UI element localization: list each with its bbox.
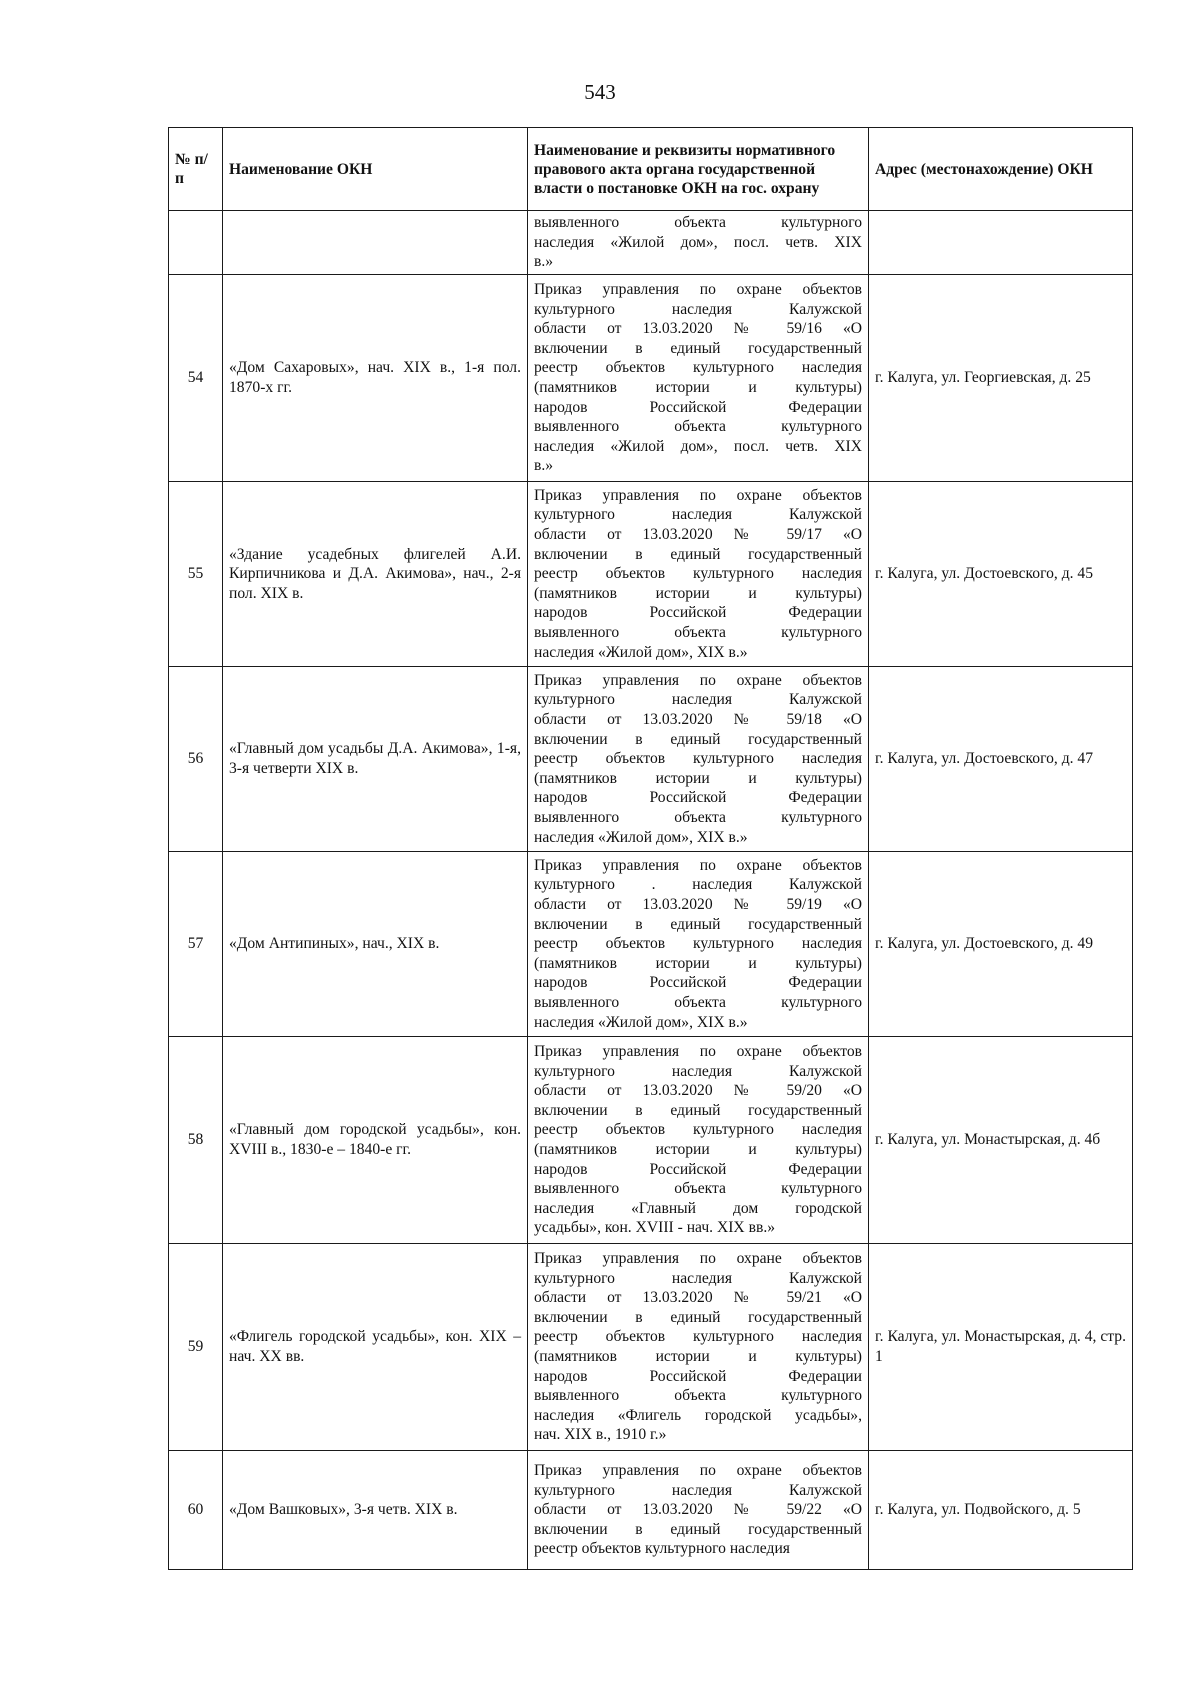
row-address: г. Калуга, ул. Георгиевская, д. 25 [869, 275, 1133, 482]
act-line: культурного наследия Калужской [534, 300, 862, 318]
act-line: культурного наследия Калужской [534, 691, 862, 709]
page-number: 543 [584, 80, 616, 104]
act-line: реестр объектов культурного наследия [534, 750, 862, 768]
act-line: Приказ управления по охране объектов [534, 856, 862, 874]
row-num [169, 211, 223, 275]
act-line: (памятников истории и культуры) [534, 954, 862, 972]
act-line: наследия «Жилой дом», посл. четв. XIX [534, 233, 862, 251]
row-address: г. Калуга, ул. Достоевского, д. 49 [869, 852, 1133, 1037]
table-row [169, 1451, 1133, 1570]
act-line: Приказ управления по охране объектов [534, 281, 862, 299]
row-num: 54 [169, 275, 223, 482]
row-num: 59 [169, 1244, 223, 1451]
act-line: включении в единый государственный [534, 915, 862, 933]
table-header-row [169, 128, 1133, 211]
row-act [528, 1451, 869, 1570]
act-line: народов Российской Федерации [534, 398, 862, 416]
act-line: Приказ управления по охране объектов [534, 1043, 862, 1061]
table-row [169, 1037, 1133, 1244]
row-address: г. Калуга, ул. Монастырская, д. 4б [869, 1037, 1133, 1244]
row-name: «Главный дом усадьбы Д.А. Акимова», 1-я, 3-я четверти XIX в. [223, 667, 528, 852]
continuation-row [169, 211, 1133, 275]
row-name: «Флигель городской усадьбы», кон. XIX – нач. XX вв. [223, 1244, 528, 1451]
row-address [869, 211, 1133, 275]
row-name: «Дом Вашковых», 3-я четв. XIX в. [223, 1451, 528, 1570]
row-act [528, 852, 869, 1037]
act-line: выявленного объекта культурного [534, 1387, 862, 1405]
act-line: народов Российской Федерации [534, 1160, 862, 1178]
act-line: (памятников истории и культуры) [534, 769, 862, 787]
act-line: народов Российской Федерации [534, 974, 862, 992]
row-act [528, 1037, 869, 1244]
act-line: Приказ управления по охране объектов [534, 671, 862, 689]
act-line: культурного наследия Калужской [534, 1481, 862, 1499]
act-line: культурного наследия Калужской [534, 1269, 862, 1287]
row-name: «Здание усадебных флигелей А.И. Кирпичникова и Д.А. Акимова», нач., 2-я пол. XIX в. [223, 482, 528, 667]
header-name: Наименование ОКН [223, 128, 528, 211]
act-line: выявленного объекта культурного [534, 418, 862, 436]
row-act [528, 275, 869, 482]
act-line: наследия «Жилой дом», XIX в.» [534, 828, 748, 846]
act-line: реестр объектов культурного наследия [534, 935, 862, 953]
row-address: г. Калуга, ул. Достоевского, д. 47 [869, 667, 1133, 852]
act-line: (памятников истории и культуры) [534, 379, 862, 396]
act-line: Приказ управления по охране объектов [534, 1250, 862, 1268]
act-line: реестр объектов культурного наследия [534, 1328, 862, 1346]
act-line: в.» [534, 253, 554, 271]
act-line: области от 13.03.2020 № 59/19 «О [534, 896, 862, 914]
act-line: включении в единый государственный [534, 545, 862, 563]
act-line: народов Российской Федерации [534, 1367, 862, 1385]
row-address: г. Калуга, ул. Подвойского, д. 5 [869, 1451, 1133, 1570]
row-num: 57 [169, 852, 223, 1037]
row-num: 58 [169, 1037, 223, 1244]
header-num: № п/п [169, 128, 223, 211]
row-act [528, 482, 869, 667]
act-line: культурного наследия Калужской [534, 506, 862, 524]
header-act: Наименование и реквизиты нормативного правового акта органа государственной власти о постановке ОКН на гос. охрану [528, 128, 869, 211]
act-line: выявленного объекта культурного [534, 993, 862, 1011]
act-line: наследия «Флигель городской усадьбы», [534, 1406, 862, 1424]
act-line: реестр объектов культурного наследия [534, 1540, 790, 1558]
row-name: «Дом Антипиных», нач., XIX в. [223, 852, 528, 1037]
act-line: наследия «Жилой дом», XIX в.» [534, 643, 748, 661]
row-num: 55 [169, 482, 223, 667]
act-line: (памятников истории и культуры) [534, 1141, 862, 1158]
act-line: нач. XIX в., 1910 г.» [534, 1426, 667, 1444]
row-address: г. Калуга, ул. Монастырская, д. 4, стр. 1 [869, 1244, 1133, 1451]
row-num: 60 [169, 1451, 223, 1570]
act-line: включении в единый государственный [534, 339, 862, 357]
act-line: включении в единый государственный [534, 1308, 862, 1326]
act-line: области от 13.03.2020 № 59/22 «О [534, 1501, 862, 1519]
act-line: выявленного объекта культурного [534, 1180, 862, 1198]
act-line: культурного . наследия Калужской [534, 876, 862, 894]
act-line: области от 13.03.2020 № 59/21 «О [534, 1289, 862, 1307]
act-line: реестр объектов культурного наследия [534, 1121, 862, 1139]
header-address: Адрес (местонахождение) ОКН [869, 128, 1133, 211]
row-name: «Дом Сахаровых», нач. XIX в., 1-я пол. 1870-х гг. [223, 275, 528, 482]
act-line: (памятников истории и культуры) [534, 1348, 862, 1365]
row-name: «Главный дом городской усадьбы», кон. XVIII в., 1830-е – 1840-е гг. [223, 1037, 528, 1244]
act-line: выявленного объекта культурного [534, 214, 862, 232]
table-row [169, 1244, 1133, 1451]
act-line: области от 13.03.2020 № 59/18 «О [534, 711, 862, 729]
row-act [528, 667, 869, 852]
act-line: наследия «Главный дом городской [534, 1199, 862, 1217]
table-row [169, 667, 1133, 852]
act-line: реестр объектов культурного наследия [534, 359, 862, 377]
act-line: области от 13.03.2020 № 59/16 «О [534, 320, 862, 338]
table-row [169, 482, 1133, 667]
act-line: области от 13.03.2020 № 59/20 «О [534, 1082, 862, 1100]
row-act [528, 1244, 869, 1451]
act-line: Приказ управления по охране объектов [534, 486, 862, 504]
act-line: Приказ управления по охране объектов [534, 1462, 862, 1480]
act-line: народов Российской Федерации [534, 789, 862, 807]
act-line: в.» [534, 457, 554, 475]
act-line: включении в единый государственный [534, 1520, 862, 1538]
act-line: (памятников истории и культуры) [534, 584, 862, 602]
row-act [528, 211, 869, 275]
table-row [169, 275, 1133, 482]
act-line: реестр объектов культурного наследия [534, 565, 862, 583]
act-line: наследия «Жилой дом», посл. четв. XIX [534, 437, 862, 455]
row-num: 56 [169, 667, 223, 852]
act-line: наследия «Жилой дом», XIX в.» [534, 1013, 748, 1031]
act-line: области от 13.03.2020 № 59/17 «О [534, 526, 862, 544]
act-line: выявленного объекта культурного [534, 623, 862, 641]
act-line: выявленного объекта культурного [534, 808, 862, 826]
act-line: усадьбы», кон. XVIII - нач. XIX вв.» [534, 1219, 776, 1237]
table-row [169, 852, 1133, 1037]
row-address: г. Калуга, ул. Достоевского, д. 45 [869, 482, 1133, 667]
act-line: включении в единый государственный [534, 1101, 862, 1119]
act-line: культурного наследия Калужской [534, 1062, 862, 1080]
act-line: народов Российской Федерации [534, 604, 862, 622]
act-line: включении в единый государственный [534, 730, 862, 748]
row-name [223, 211, 528, 275]
heritage-registry-table [168, 127, 1133, 1570]
